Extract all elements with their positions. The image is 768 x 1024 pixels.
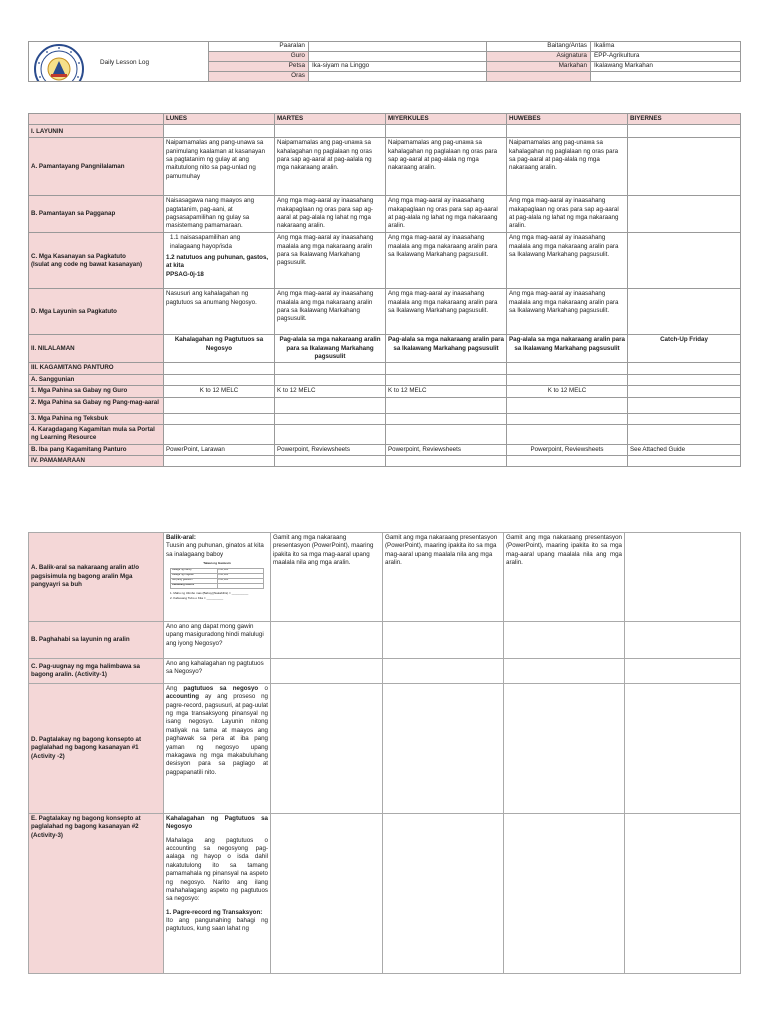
row-a-cell bbox=[628, 138, 741, 196]
section-layunin: I. LAYUNIN bbox=[29, 125, 164, 138]
header-table bbox=[28, 41, 741, 82]
row-b-label: B. Pamantayan sa Pagganap bbox=[29, 196, 164, 233]
proc-e-title: Kahalagahan ng Pagtutuos sa Negosyo bbox=[166, 815, 268, 831]
row-c-cell bbox=[628, 233, 741, 289]
expense-question-1: 1. Mahu ng Ulimbo mas (Baboy)(Nakabihis) = __________ bbox=[170, 591, 249, 596]
petsa-value: Ika-siyam na Linggo bbox=[309, 62, 487, 72]
proc-c-label: C. Pag-uugnay ng mga halimbawa sa bagong aralin. (Activity-1) bbox=[29, 659, 164, 684]
nilalaman-cell: Kahalagahan ng Pagtutuos sa Negosyo bbox=[164, 335, 275, 363]
row-c-label bbox=[29, 233, 164, 289]
markahan-label: Markahan bbox=[487, 62, 591, 72]
nilalaman-cell: Pag-alala sa mga nakaraang aralin para sa Ikalawang Markahang pagsusulit bbox=[275, 335, 386, 363]
row-a-cell: Naipamamalas ang pang-unawa sa panimulang kaalaman at kasanayan sa pagtatanim ng gulay at ang maitutulong nito sa pag-unlad ng pamumuhay bbox=[164, 138, 275, 196]
proc-d-label: D. Pagtalakay ng bagong konsepto at paglalahad ng bagong kasanayan #1 (Activity -2) bbox=[29, 684, 164, 814]
expense-row-label: Halaga ng Pagkain bbox=[171, 574, 218, 579]
row-b-cell bbox=[628, 196, 741, 233]
proc-e-cell bbox=[164, 814, 271, 974]
dll-main-table bbox=[28, 113, 741, 467]
row-b-cell: Naisasagawa nang maayos ang pagtatanim, pag-aani, at pagsasapamilihan ng gulay sa masistemang pamamaraan. bbox=[164, 196, 275, 233]
paaralan-value bbox=[309, 42, 487, 52]
iba-cell: PowerPoint, Larawan bbox=[164, 444, 275, 455]
row-sanggunian-label: A. Sanggunian bbox=[29, 374, 164, 385]
blank-label bbox=[487, 72, 591, 82]
proc-a-cell: Gamit ang mga nakaraang presentasyon (PowerPoint), maaring ipakita ito sa mga mag-aaral upang maalala nila ang mga aralin. bbox=[383, 533, 504, 622]
iba-cell: Powerpoint, Reviewsheets bbox=[386, 444, 507, 455]
proc-a-review-title: Balik-aral: bbox=[166, 534, 196, 541]
proc-e-item-title: 1. Pagre-record ng Transaksyon: bbox=[166, 908, 263, 916]
day-header-huwebes: HUWEBES bbox=[507, 114, 628, 125]
row-c-cell-lunes bbox=[164, 233, 275, 289]
dll-procedure-table bbox=[28, 532, 741, 974]
day-header-lunes: LUNES bbox=[164, 114, 275, 125]
baitang-label: Baitang/Antas bbox=[487, 42, 591, 52]
expense-row-label: Halaga ng baboy bbox=[171, 569, 218, 574]
expense-row-value: P00,000 bbox=[217, 579, 264, 584]
row-c-cell: Ang mga mag-aaral ay inaasahang maalala ang mga nakaraang aralin para sa Ikalawang Markahang pagsusulit. bbox=[386, 233, 507, 289]
expense-row-label: Iba pang gastusin bbox=[171, 579, 218, 584]
row-c-skill-2: 1.2 natutuos ang puhunan, gastos, at kita bbox=[166, 254, 269, 270]
row-c-cell: Ang mga mag-aaral ay inaasahang maalala ang mga nakaraang aralin para sa Ikalawang Markahang pagsusulit. bbox=[507, 233, 628, 289]
proc-e-text: Mahalaga ang pagtutuos o accounting sa negosyong pag-aalaga ng hayop o isda dahil nakatutulong ito sa tamang pamamahala ng pinansyal na aspeto ng negosyo. Narito ang ilang mahahalagang aspeto ng pagtutuos sa negosyo: bbox=[166, 836, 268, 903]
expense-row-value: P00,000 bbox=[217, 569, 264, 574]
row-c-skill-1: 1.1 naisasapamilihan ang inalagaang hayop/isda bbox=[170, 234, 241, 250]
nilalaman-cell: Catch-Up Friday bbox=[628, 335, 741, 363]
row-a-cell: Naipamamalas ang pag-unawa sa kahalagahan ng paglalaan ng oras para sap ag-aaral at pag-aalala ng mga nakaraang aralin. bbox=[275, 138, 386, 196]
row-mag-aaral-label: 2. Mga Pahina sa Gabay ng Pang-mag-aaral bbox=[29, 397, 164, 413]
proc-c-cell: Ano ang kahalagahan ng pagtutuos sa Negosyo? bbox=[164, 659, 271, 684]
row-d-label: D. Mga Layunin sa Pagkatuto bbox=[29, 289, 164, 335]
proc-d-term-2: accounting bbox=[166, 693, 200, 701]
row-b-cell: Ang mga mag-aaral ay inaasahang makapaglaan ng oras para sap ag-aaral at pag-alala ng lahat ng mga nakaraang aralin. bbox=[507, 196, 628, 233]
proc-a-label: A. Balik-aral sa nakaraang aralin at/o pagsisimula ng bagong aralin Mga pangyayri sa buh bbox=[29, 533, 164, 622]
proc-d-cell bbox=[164, 684, 271, 814]
day-header-miyerkules: MIYERKULES bbox=[386, 114, 507, 125]
doc-title: Daily Lesson Log bbox=[100, 59, 150, 66]
proc-a-review-text: Tuusin ang puhunan, ginatos at kita sa inalagaang baboy bbox=[166, 542, 264, 558]
proc-e-item-text: Ito ang pangunahing bahagi ng pagtutuos, kung saan lahat ng bbox=[166, 916, 268, 933]
row-d-cell bbox=[628, 289, 741, 335]
row-c-code: PPSAG-0j-18 bbox=[166, 270, 204, 278]
expense-row-value: P00,000 bbox=[217, 574, 264, 579]
day-header-biyernes: BIYERNES bbox=[628, 114, 741, 125]
guro-cell bbox=[628, 386, 741, 397]
baitang-value: Ikalima bbox=[591, 42, 741, 52]
expense-row-value bbox=[217, 584, 264, 589]
guro-cell: K to 12 MELC bbox=[386, 386, 507, 397]
expense-row-label: Kabuuang Gastos bbox=[171, 584, 218, 589]
asignatura-value: EPP-Agrikultura bbox=[591, 52, 741, 62]
expense-table bbox=[170, 568, 264, 589]
proc-e-label: E. Pagtalakay ng bagong konsepto at paglalahad ng bagong kasanayan #2 (Activity-3) bbox=[29, 814, 164, 974]
asignatura-label: Asignatura bbox=[487, 52, 591, 62]
proc-a-cell: Gamit ang mga nakaraang presentasyon (PowerPoint), maaring ipakita ito sa mga mag-aaral upang maalala nila ang mga aralin. bbox=[504, 533, 625, 622]
proc-d-term-1: pagtutuos sa negosyo bbox=[183, 685, 259, 692]
oras-value bbox=[309, 72, 487, 82]
row-d-cell: Ang mga mag-aaral ay inaasahang maalala ang mga nakaraang aralin para sa Ikalawang Markahang pagsusulit. bbox=[507, 289, 628, 335]
row-a-cell: Naipamamalas ang pag-unawa sa kahalagahan ng paglalaan ng oras para sa pag-aaral at pag-alala ng mga nakaraang aralin. bbox=[507, 138, 628, 196]
nilalaman-cell: Pag-alala sa mga nakaraang aralin para sa Ikalawang Markahang pagsusulit bbox=[386, 335, 507, 363]
row-guro-label: 1. Mga Pahina sa Gabay ng Guro bbox=[29, 386, 164, 397]
guro-label: Guro bbox=[209, 52, 309, 62]
proc-b-label: B. Paghahabi sa layunin ng aralin bbox=[29, 622, 164, 659]
row-karagdagang-label: 4. Karagdagang Kagamitan mula sa Portal ng Learning Resource bbox=[29, 424, 164, 444]
petsa-label: Petsa bbox=[209, 62, 309, 72]
expense-question-2: 2. Kabuuang Tubo o Kita = __________ bbox=[170, 596, 224, 601]
section-pamamaraan: IV. PAMAMARAAN bbox=[29, 455, 164, 466]
row-b-cell: Ang mga mag-aaral ay inaasahang makapaglaan ng oras para sap ag-aaral at pag-alala ng lahat ng mga nakaraang aralin. bbox=[386, 196, 507, 233]
row-d-cell: Ang mga mag-aaral ay inaasahang maalala ang mga nakaraang aralin para sa Ikalawang Markahang pagsusulit. bbox=[275, 289, 386, 335]
day-header-martes: MARTES bbox=[275, 114, 386, 125]
guro-cell: K to 12 MELC bbox=[507, 386, 628, 397]
guro-cell: K to 12 MELC bbox=[275, 386, 386, 397]
row-b-cell: Ang mga mag-aaral ay inaasahang makapaglaan ng oras para sap ag-aaral at pag-alala ng lahat ng mga nakaraang aralin. bbox=[275, 196, 386, 233]
section-nilalaman: II. NILALAMAN bbox=[29, 335, 164, 363]
row-d-cell: Ang mga mag-aaral ay inaasahang maalala ang mga nakaraang aralin para sa Ikalawang Markahang pagsusulit. bbox=[386, 289, 507, 335]
deped-seal-icon bbox=[33, 43, 85, 82]
guro-cell: K to 12 MELC bbox=[164, 386, 275, 397]
proc-d-text-pre: Ang bbox=[166, 685, 178, 692]
paaralan-label: Paaralan bbox=[209, 42, 309, 52]
guro-value bbox=[309, 52, 487, 62]
expense-table-title: Talaan ng Gastusin bbox=[203, 561, 231, 566]
iba-cell: See Attached Guide bbox=[628, 444, 741, 455]
row-d-cell: Nasusuri ang kahalagahan ng pagtutuos sa anumang Negosyo. bbox=[164, 289, 275, 335]
row-a-cell: Naipamamalas ang pag-unawa sa kahalagahan ng paglalaan ng oras para sap ag-aaral at pag-alala ng mga nakaraang aralin. bbox=[386, 138, 507, 196]
header-logo-cell bbox=[29, 42, 209, 82]
row-iba-label: B. Iba pang Kagamitang Panturo bbox=[29, 444, 164, 455]
row-c-label-line2: (Isulat ang code ng bawat kasanayan) bbox=[31, 260, 143, 268]
row-c-cell: Ang mga mag-aaral ay inaasahang maalala ang mga nakaraang aralin para sa Ikalawang Markahang pagsusulit. bbox=[275, 233, 386, 289]
nilalaman-cell: Pag-alala sa mga nakaraang aralin para sa Ikalawang Markahang pagsusulit bbox=[507, 335, 628, 363]
blank-value bbox=[591, 72, 741, 82]
oras-label: Oras bbox=[209, 72, 309, 82]
proc-d-text-rest: ay ang proseso ng pagre-record, pagsusuri, at pag-uulat ng mga transaksyong pinansyal ng isang negosyo. Layunin nitong matiyak na tama at maayos ang paghawak sa pera at iba pang yaman ng negosyo upang makagawa ng mga makabuluhang desisyon para sa paglago at pagpapanatili nito. bbox=[166, 693, 268, 776]
corner-cell bbox=[29, 114, 164, 125]
proc-a-cell-lunes bbox=[164, 533, 271, 622]
markahan-value: Ikalawang Markahan bbox=[591, 62, 741, 72]
proc-a-cell bbox=[625, 533, 741, 622]
iba-cell: Powerpoint, Reviewsheets bbox=[275, 444, 386, 455]
row-c-label-line1: C. Mga Kasanayan sa Pagkatuto bbox=[31, 252, 126, 260]
expense-table-block bbox=[170, 561, 264, 600]
iba-cell: Powerpoint, Reviewsheets bbox=[507, 444, 628, 455]
section-kagamitan: III. KAGAMITANG PANTURO bbox=[29, 363, 164, 374]
row-teksbuk-label: 3. Mga Pahina ng Teksbuk bbox=[29, 413, 164, 424]
row-a-label: A. Pamantayang Pangnilalaman bbox=[29, 138, 164, 196]
proc-b-cell: Ano ano ang dapat mong gawin upang masiguradong hindi malulugi ang iyong Negosyo? bbox=[164, 622, 271, 659]
proc-d-text-mid: o bbox=[264, 685, 268, 692]
proc-a-cell: Gamit ang mga nakaraang presentasyon (PowerPoint), maaring ipakita ito sa mga mag-aaral upang maalala nila ang mga aralin. bbox=[271, 533, 383, 622]
